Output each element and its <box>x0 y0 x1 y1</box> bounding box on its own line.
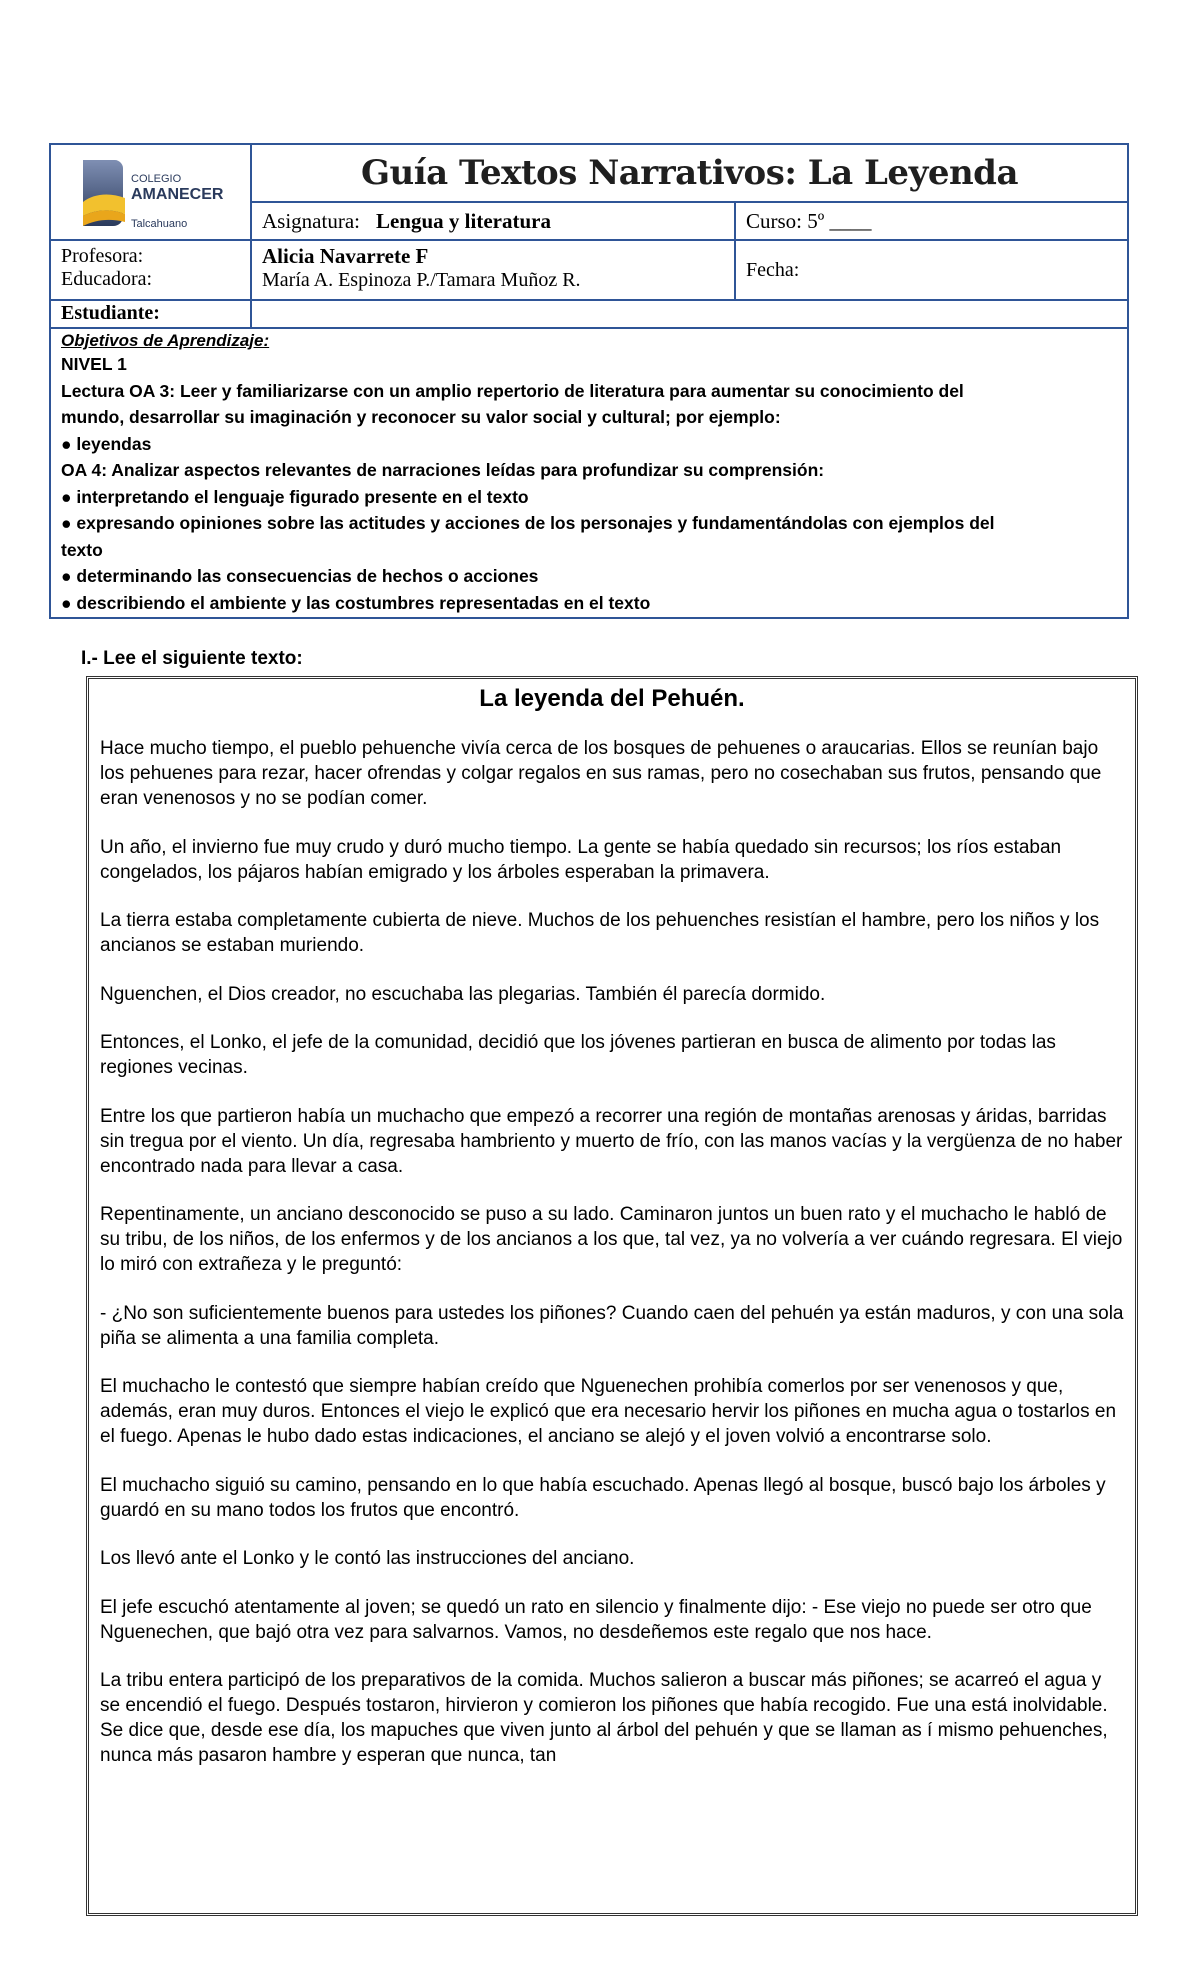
document-title: Guía Textos Narrativos: La Leyenda <box>361 153 1018 193</box>
reading-paragraph: Hace mucho tiempo, el pueblo pehuenche vivía cerca de los bosques de pehuenes o araucarias. Ellos se reunían bajo los pehuenes para rezar, hacer ofrendas y colgar regalos en sus ramas, pero no cosechaban sus frutos, pensando que eran venenosos y no se podían comer. <box>100 738 1102 809</box>
educator-label: Educadora: <box>61 268 153 290</box>
reading-title: La leyenda del Pehuén. <box>479 685 745 712</box>
course-cell <box>736 203 1127 241</box>
reading-paragraph: El muchacho siguió su camino, pensando en lo que había escuchado. Apenas llegó al bosque, buscó bajo los árboles y guardó en su mano todos los frutos que encontró. <box>100 1474 1106 1521</box>
title-cell <box>252 145 1127 203</box>
objective-line: ● describiendo el ambiente y las costumbres representadas en el texto <box>61 592 651 613</box>
section-heading: I.- Lee el siguiente texto: <box>81 648 303 669</box>
school-logo <box>79 156 231 232</box>
objectives-cell <box>51 329 1127 617</box>
teacher-value-cell <box>252 241 736 301</box>
student-label-cell <box>51 301 252 329</box>
logo-line2: AMANECER <box>131 186 224 203</box>
objective-line: Lectura OA 3: Leer y familiarizarse con un amplio repertorio de literatura para aumentar su conocimiento del <box>61 380 964 401</box>
teacher-name: Alicia Navarrete F <box>262 244 429 268</box>
logo-cell <box>51 145 252 241</box>
subject-cell <box>252 203 736 241</box>
reading-paragraph: Los llevó ante el Lonko y le contó las instrucciones del anciano. <box>100 1548 635 1569</box>
reading-box <box>86 676 1138 1916</box>
course-label: Curso: 5º ____ <box>746 208 872 233</box>
reading-paragraph: Nguenchen, el Dios creador, no escuchaba las plegarias. También él parecía dormido. <box>100 983 826 1005</box>
reading-paragraph: Un año, el invierno fue muy crudo y duró mucho tiempo. La gente se había quedado sin recursos; los ríos estaban congelados, los pájaros habían emigrado y los árboles esperaban la primavera. <box>100 836 1062 883</box>
objective-line: ● interpretando el lenguaje figurado presente en el texto <box>61 486 529 507</box>
objective-line: texto <box>61 539 103 560</box>
logo-line3: Talcahuano <box>131 218 188 230</box>
subject-label: Asignatura: <box>262 208 360 233</box>
objectives-heading: Objetivos de Aprendizaje: <box>61 331 270 350</box>
reading-paragraph: - ¿No son suficientemente buenos para ustedes los piñones? Cuando caen del pehuén ya están maduros, y con una sola piña se alimenta a una familia completa. <box>100 1302 1124 1349</box>
teacher-label-cell <box>51 241 252 301</box>
teacher-label: Profesora: <box>61 245 144 267</box>
objective-line: ● expresando opiniones sobre las actitudes y acciones de los personajes y fundamentándolas con ejemplos del <box>61 513 995 533</box>
reading-paragraph: El jefe escuchó atentamente al joven; se quedó un rato en silencio y finalmente dijo: - Ese viejo no puede ser otro que Nguenechen, que bajó otra vez para salvarnos. Vamos, no desdeñemos este regalo que nos hace. <box>100 1596 1092 1643</box>
header-table <box>49 143 1129 619</box>
date-cell <box>736 241 1127 301</box>
student-name-field[interactable] <box>252 301 1127 329</box>
objective-line: OA 4: Analizar aspectos relevantes de narraciones leídas para profundizar su comprensión: <box>61 460 825 480</box>
subject-value: Lengua y literatura <box>375 208 551 233</box>
objective-line: ● determinando las consecuencias de hechos o acciones <box>61 566 539 586</box>
reading-paragraph: Entonces, el Lonko, el jefe de la comunidad, decidió que los jóvenes partieran en busca de alimento por todas las regiones vecinas. <box>100 1032 1056 1078</box>
objective-line: ● leyendas <box>61 433 152 454</box>
date-label: Fecha: <box>746 258 800 281</box>
reading-paragraph: Repentinamente, un anciano desconocido se puso a su lado. Caminaron juntos un buen rato y el muchacho le habló de su tribu, de los niños, de los enfermos y de los ancianos a los que, tal vez, ya no volvería a ver cuándo regresara. El viejo lo miró con extrañeza y le preguntó: <box>100 1204 1123 1275</box>
objective-line: NIVEL 1 <box>61 354 127 374</box>
reading-paragraph: El muchacho le contestó que siempre habían creído que Nguenechen prohibía comerlos por ser venenosos y que, además, eran muy duros. Entonces el viejo le explicó que era necesario hervir los piñones en mucha agua o tostarlos en el fuego. Apenas le hubo dado estas indicaciones, el anciano se alejó y el joven volvió a encontrarse solo. <box>100 1376 1117 1447</box>
student-label: Estudiante: <box>61 302 160 324</box>
reading-paragraph: La tribu entera participó de los preparativos de la comida. Muchos salieron a buscar más piñones; se acarreó el agua y se encendió el fuego. Después tostaron, hirvieron y comieron los piñones que había recogido. Fue una está inolvidable. Se dice que, desde ese día, los mapuches que viven junto al árbol del pehuén y que se llaman as í mismo pehuenches, nunca más pasaron hambre y esperan que nunca, tan <box>100 1670 1108 1766</box>
logo-line1: COLEGIO <box>131 173 182 185</box>
educator-names: María A. Espinoza P./Tamara Muñoz R. <box>262 269 581 291</box>
reading-paragraph: La tierra estaba completamente cubierta de nieve. Muchos de los pehuenches resistían el hambre, pero los niños y los ancianos se estaban muriendo. <box>100 910 1100 956</box>
objective-line: mundo, desarrollar su imaginación y reconocer su valor social y cultural; por ejemplo: <box>61 407 781 427</box>
reading-paragraph: Entre los que partieron había un muchacho que empezó a recorrer una región de montañas arenosas y áridas, barridas sin tregua por el viento. Un día, regresaba hambriento y muerto de frío, con las manos vacías y la vergüenza de no haber encontrado nada para llevar a casa. <box>100 1105 1123 1177</box>
